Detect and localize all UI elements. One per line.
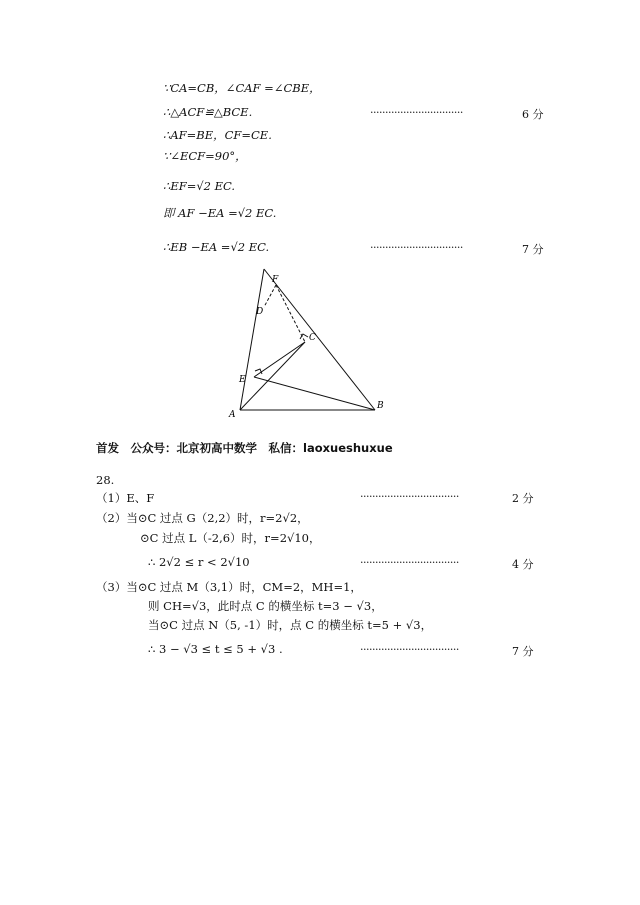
line-DB — [264, 269, 375, 410]
score-dots: ······························· — [370, 106, 463, 119]
score-4: 4 分 — [512, 558, 534, 571]
proof-line-7: ∴EB −EA =√2 EC. — [163, 240, 270, 254]
line-FC-dashed — [276, 285, 305, 342]
proof-line-3: ∴AF=BE，CF=CE. — [163, 128, 272, 142]
q28-part3-line3: 当⊙C 过点 N（5, -1）时，点 C 的横坐标 t=5 + √3， — [148, 618, 433, 632]
right-angle-mark-E — [255, 369, 262, 374]
label-F: F — [272, 275, 279, 285]
score-2: 2 分 — [512, 492, 534, 505]
promo-banner: 首发 公众号：北京初高中数学 私信：laoxueshuxue — [96, 441, 393, 455]
line-EB — [254, 377, 375, 410]
score-6: 6 分 — [522, 108, 544, 121]
proof-line-4: ∵∠ECF=90°， — [163, 149, 247, 163]
q28-part2-line2: ⊙C 过点 L（-2,6）时，r=2√10， — [140, 531, 321, 545]
proof-line-2: ∴△ACF≌△BCE. — [163, 105, 253, 119]
score-7: 7 分 — [522, 243, 544, 256]
geometry-figure — [220, 265, 400, 425]
q28-part3-line1: （3）当⊙C 过点 M（3,1）时，CM=2，MH=1， — [96, 580, 362, 594]
proof-line-5: ∴EF=√2 EC. — [163, 179, 236, 193]
score-dots: ································· — [360, 490, 459, 503]
label-C: C — [309, 333, 316, 343]
score-dots: ······························· — [370, 241, 463, 254]
q28-part1: （1）E、F — [96, 491, 155, 505]
label-B: B — [377, 401, 384, 411]
label-A: A — [229, 410, 236, 420]
proof-line-1: ∵CA=CB，∠CAF =∠CBE， — [163, 81, 321, 95]
score-dots: ································· — [360, 556, 459, 569]
q28-part3-line2: 则 CH=√3，此时点 C 的横坐标 t=3 − √3， — [148, 599, 383, 613]
label-D: D — [256, 307, 264, 317]
line-FD-dashed — [264, 285, 276, 307]
score-7b: 7 分 — [512, 645, 534, 658]
label-E: E — [239, 375, 246, 385]
q28-part2-line1: （2）当⊙C 过点 G（2,2）时，r=2√2， — [96, 511, 309, 525]
q28-part3-line4: ∴ 3 − √3 ≤ t ≤ 5 + √3 . — [148, 642, 283, 656]
question-number: 28. — [96, 473, 115, 487]
score-dots: ································· — [360, 643, 459, 656]
proof-line-6: 即 AF −EA =√2 EC. — [163, 206, 277, 220]
q28-part2-line3: ∴ 2√2 ≤ r < 2√10 — [148, 555, 250, 569]
line-EC — [254, 342, 305, 377]
